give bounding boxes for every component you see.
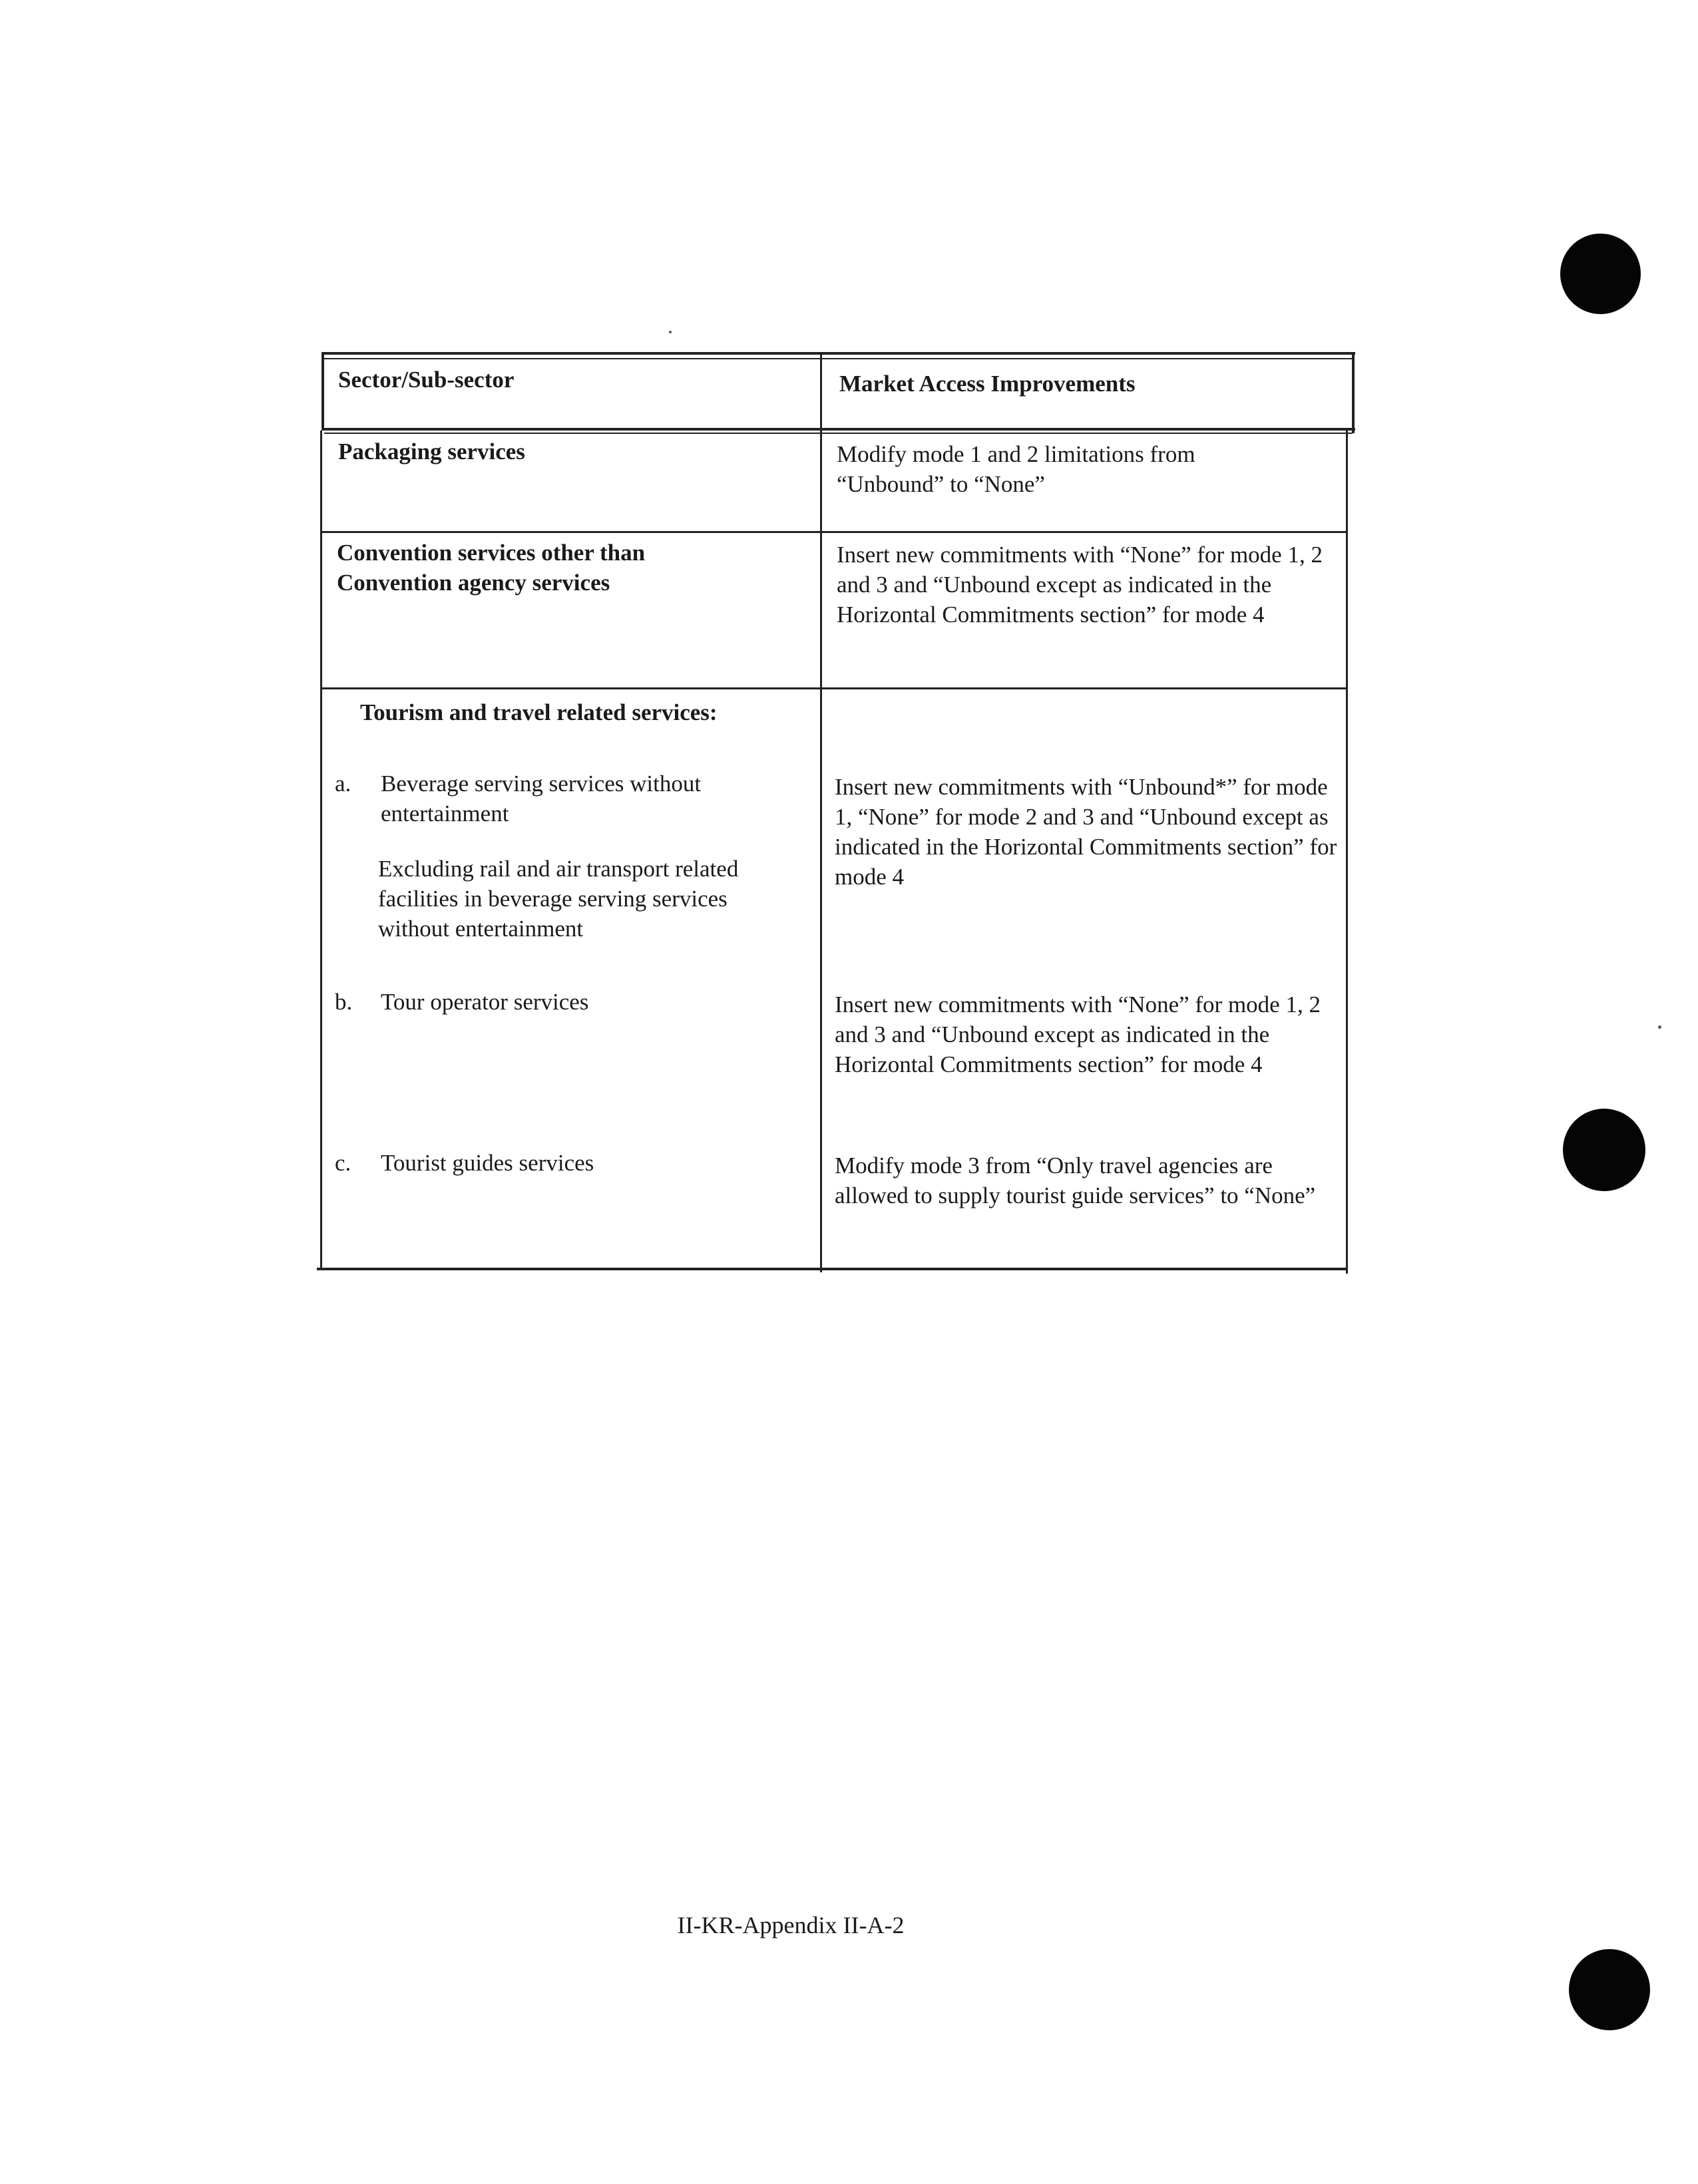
table-border (321, 352, 324, 431)
scan-speck (1658, 1025, 1661, 1029)
row-convention-access: Insert new commitments with “None” for mode 1, 2 and 3 and “Unbound except as indicated in the Horizontal Commitments section” for mode 4 (837, 542, 1323, 628)
header-sector: Sector/Sub-sector (338, 367, 515, 393)
item-a-marker: a. (335, 771, 351, 797)
table-border (324, 433, 1353, 434)
table-border (320, 431, 322, 1270)
punch-hole-bottom (1569, 1949, 1650, 2030)
table-border (324, 358, 1353, 359)
item-b-label: Tour operator services (381, 989, 589, 1015)
item-c-label: Tourist guides services (381, 1150, 594, 1176)
table-border (321, 352, 1355, 355)
row-packaging-access: Modify mode 1 and 2 limitations from “Unbound” to “None” (837, 441, 1195, 497)
item-c-marker: c. (335, 1150, 351, 1176)
row-convention-sector: Convention services other than Convention agency services (337, 540, 646, 596)
page-label: II-KR-Appendix II-A-2 (677, 1912, 905, 1938)
punch-hole-middle (1563, 1109, 1645, 1191)
header-market-access: Market Access Improvements (839, 371, 1136, 397)
column-divider (820, 355, 822, 1272)
table-border (1346, 431, 1348, 1274)
item-c-access: Modify mode 3 from “Only travel agencies are allowed to supply tourist guide services” to “None” (835, 1153, 1316, 1208)
item-a-label: Beverage serving services without entertainment (381, 771, 702, 826)
item-a-access: Insert new commitments with “Unbound*” for mode 1, “None” for mode 2 and 3 and “Unbound except as indicated in the Horizontal Commitments section” for mode 4 (835, 774, 1337, 890)
item-b-access: Insert new commitments with “None” for mode 1, 2 and 3 and “Unbound except as indicated in the Horizontal Commitments section” for mode 4 (835, 992, 1321, 1077)
table-border (321, 428, 1355, 431)
punch-hole-top (1560, 234, 1641, 314)
row-separator (320, 687, 1348, 689)
tourism-heading: Tourism and travel related services: (360, 699, 718, 725)
page-footer (0, 1911, 1698, 1939)
row-packaging-sector: Packaging services (338, 439, 525, 464)
item-b-marker: b. (335, 989, 353, 1015)
table-border (317, 1268, 1348, 1270)
item-a-note: Excluding rail and air transport related facilities in beverage serving services without entertainment (378, 856, 739, 942)
row-separator (320, 531, 1348, 533)
table-border (1352, 352, 1355, 433)
scan-speck (669, 331, 672, 333)
